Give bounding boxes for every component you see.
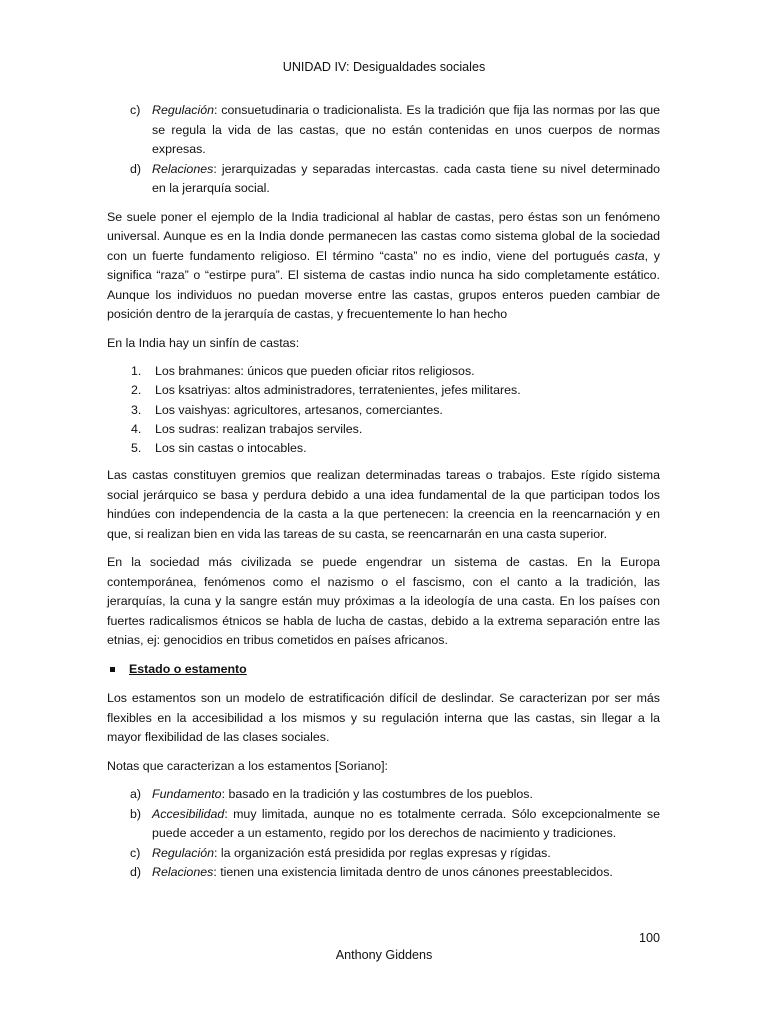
list-item <box>107 805 660 844</box>
paragraph-text: , y significa “raza” o “estirpe pura”. El sistema de castas indio nunca ha sido completamente estático. Aunque los individuos no puedan moverse entre las castas, grupos enteros pueden cambiar de posición dentro de la jerarquía de castas, y frecuentemente lo han hecho <box>107 248 660 321</box>
paragraph-intro-castas: En la India hay un sinfín de castas: <box>107 335 300 350</box>
list-text: : jerarquizadas y separadas intercastas. cada casta tiene su nivel determinado en la jerarquía social. <box>152 161 660 195</box>
list-item <box>107 160 660 199</box>
list-marker: 5. <box>131 441 142 456</box>
square-bullet-icon <box>110 667 115 672</box>
list-item <box>107 401 660 420</box>
list-item <box>107 439 660 458</box>
list-text: : consuetudinaria o tradicionalista. Es la tradición que fija las normas por las que se regula la vida de las castas, que no están contenidas en unos cuerpos de normas expresas. <box>152 103 660 156</box>
section-heading-text: Estado o estamento <box>129 661 247 676</box>
list-item <box>107 381 660 400</box>
list-text: : basado en la tradición y las costumbres de los pueblos. <box>221 787 533 802</box>
list-marker: c) <box>130 845 141 860</box>
list-term: Relaciones <box>152 865 214 880</box>
list-item <box>107 844 660 864</box>
list-marker: 2. <box>131 383 142 398</box>
list-text: : la organización está presidida por reglas expresas y rígidas. <box>214 845 551 860</box>
list-item <box>107 362 660 381</box>
section-heading <box>107 660 660 680</box>
paragraph-estamentos: Los estamentos son un modelo de estratificación difícil de deslindar. Se caracterizan por ser más flexibles en la accesibilidad a los mismos y su regulación interna que las castas, sin llegar a la mayor flexibilidad de las clases sociales. <box>107 691 660 745</box>
paragraph-india <box>107 208 660 325</box>
list-text: Los vaishyas: agricultores, artesanos, comerciantes. <box>155 402 443 417</box>
list-marker: 3. <box>131 402 142 417</box>
list-marker: 4. <box>131 421 142 436</box>
list-item <box>107 101 660 160</box>
page-header: UNIDAD IV: Desigualdades sociales <box>282 60 486 74</box>
paragraph-gremios: Las castas constituyen gremios que realizan determinadas tareas o trabajos. Este rígido sistema social jerárquico se basa y perdura debido a una idea fundamental de la que participan todos los hindúes con independencia de la casta a la que pertenecen: la creencia en la reencarnación y en que, si realizan bien en vida las tareas de su casta, se reencarnarán en una casta superior. <box>107 468 660 541</box>
list-term: Fundamento <box>152 787 222 802</box>
paragraph-intro-notas: Notas que caracterizan a los estamentos [Soriano]: <box>107 758 389 773</box>
list-marker: d) <box>130 865 142 880</box>
list-term: Regulación <box>152 845 214 860</box>
list-text: Los brahmanes: únicos que pueden oficiar ritos religiosos. <box>155 364 475 378</box>
list-marker: a) <box>130 787 142 802</box>
list-item <box>107 863 660 883</box>
estamentos-characteristics-list <box>107 785 660 883</box>
list-term: Accesibilidad <box>152 806 225 821</box>
list-text: : tienen una existencia limitada dentro de unos cánones preestablecidos. <box>213 865 613 880</box>
list-marker: c) <box>130 103 141 117</box>
castas-numbered-list <box>107 362 660 458</box>
castas-characteristics-list <box>107 101 660 199</box>
list-marker: b) <box>130 806 142 821</box>
paragraph-italic-term: casta <box>615 248 645 263</box>
list-term: Relaciones <box>152 161 214 176</box>
list-item <box>107 785 660 805</box>
list-marker: d) <box>130 161 142 176</box>
page-body <box>107 101 660 892</box>
paragraph-text: Se suele poner el ejemplo de la India tradicional al hablar de castas, pero éstas son un fenómeno universal. Aunque es en la India donde permanecen las castas como sistema global de la sociedad con un fuerte fundamento religioso. El término “casta” no es indio, viene del portugués <box>107 209 660 263</box>
page-footer-author: Anthony Giddens <box>335 948 433 962</box>
list-marker: 1. <box>131 364 142 378</box>
list-item <box>107 420 660 439</box>
paragraph-sociedad-civilizada: En la sociedad más civilizada se puede engendrar un sistema de castas. En la Europa contemporánea, fenómenos como el nazismo o el fascismo, con el canto a la tradición, las jerarquías, la cuna y la sangre están muy próximas a la ideología de una casta. En los países con fuertes radicalismos étnicos se habla de lucha de castas, debido a la extrema separación entre las etnias, ej: genocidios en tribus cometidos en países africanos. <box>107 555 660 648</box>
list-text: Los sin castas o intocables. <box>155 441 307 456</box>
list-term: Regulación <box>152 103 214 117</box>
page-number: 100 <box>638 931 660 945</box>
list-text: Los ksatriyas: altos administradores, terratenientes, jefes militares. <box>155 383 521 398</box>
list-text: : muy limitada, aunque no es totalmente cerrada. Sólo excepcionalmente se puede acceder a un estamento, regido por los derechos de nacimiento y tradiciones. <box>152 806 660 841</box>
list-text: Los sudras: realizan trabajos serviles. <box>155 421 363 436</box>
